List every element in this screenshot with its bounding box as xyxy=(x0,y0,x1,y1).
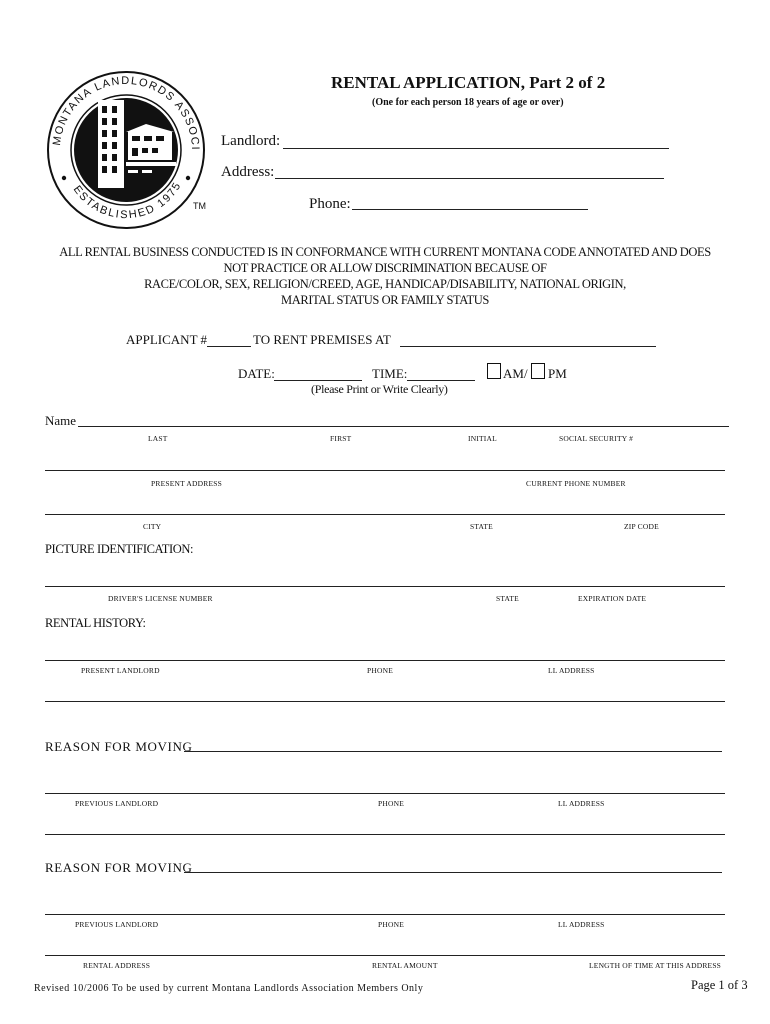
landlord-label: Landlord: xyxy=(221,133,281,149)
reason-moving-label-1: REASON FOR MOVING xyxy=(45,739,193,754)
previous-ll-address-caption-2: LL ADDRESS xyxy=(558,920,605,929)
trademark-mark: TM xyxy=(193,201,206,211)
applicant-number-line[interactable] xyxy=(207,346,251,347)
zip-caption: ZIP CODE xyxy=(624,522,659,531)
picture-id-heading: PICTURE IDENTIFICATION: xyxy=(45,542,194,556)
rent-premises-label: TO RENT PREMISES AT xyxy=(253,332,391,347)
address-label: Address: xyxy=(221,164,275,180)
logo-seal-icon xyxy=(46,70,206,230)
previous-landlord-extra-line-1[interactable] xyxy=(45,834,725,835)
license-input-line[interactable] xyxy=(45,586,725,587)
city-caption: CITY xyxy=(143,522,162,531)
page-title: RENTAL APPLICATION, Part 2 of 2 xyxy=(331,73,606,92)
notice-line-4: MARITAL STATUS OR FAMILY STATUS xyxy=(281,293,489,307)
previous-landlord-line-1[interactable] xyxy=(45,793,725,794)
last-name-caption: LAST xyxy=(148,434,168,443)
present-landlord-extra-line[interactable] xyxy=(45,701,725,702)
rental-amount-caption: RENTAL AMOUNT xyxy=(372,961,438,970)
am-checkbox[interactable] xyxy=(487,363,501,379)
page-subtitle: (One for each person 18 years of age or over) xyxy=(372,97,564,108)
present-ll-address-caption: LL ADDRESS xyxy=(548,666,595,675)
time-label: TIME: xyxy=(372,366,408,381)
current-phone-caption: CURRENT PHONE NUMBER xyxy=(526,479,626,488)
association-logo xyxy=(46,70,206,230)
initial-caption: INITIAL xyxy=(468,434,497,443)
expiration-caption: EXPIRATION DATE xyxy=(578,594,647,603)
notice-line-2: NOT PRACTICE OR ALLOW DISCRIMINATION BECAUSE OF xyxy=(223,261,547,275)
previous-phone-caption-1: PHONE xyxy=(378,799,405,808)
address-input-line[interactable] xyxy=(275,178,664,179)
license-caption: DRIVER'S LICENSE NUMBER xyxy=(108,594,213,603)
landlord-input-line[interactable] xyxy=(283,148,669,149)
rental-address-caption: RENTAL ADDRESS xyxy=(83,961,151,970)
name-input-line[interactable] xyxy=(78,426,729,427)
city-state-zip-line[interactable] xyxy=(45,514,725,515)
rental-address-line[interactable] xyxy=(45,955,725,956)
print-note: (Please Print or Write Clearly) xyxy=(311,382,448,396)
present-address-line[interactable] xyxy=(45,470,725,471)
logo-top-text: MONTANA LANDLORDS ASSOCI xyxy=(51,74,202,152)
time-input-line[interactable] xyxy=(407,380,475,381)
present-landlord-caption: PRESENT LANDLORD xyxy=(81,666,160,675)
name-label: Name xyxy=(45,413,77,428)
date-label: DATE: xyxy=(238,366,275,381)
date-input-line[interactable] xyxy=(274,380,362,381)
notice-line-1: ALL RENTAL BUSINESS CONDUCTED IS IN CONFORMANCE WITH CURRENT MONTANA CODE ANNOTATED AND DOES xyxy=(59,245,711,259)
ssn-caption: SOCIAL SECURITY # xyxy=(559,434,634,443)
phone-input-line[interactable] xyxy=(352,209,588,210)
pm-checkbox[interactable] xyxy=(531,363,545,379)
rental-history-heading: RENTAL HISTORY: xyxy=(45,616,146,630)
present-address-caption: PRESENT ADDRESS xyxy=(151,479,223,488)
page-number: Page 1 of 3 xyxy=(691,978,748,992)
premises-input-line[interactable] xyxy=(400,346,656,347)
license-state-caption: STATE xyxy=(496,594,519,603)
previous-landlord-caption-1: PREVIOUS LANDLORD xyxy=(75,799,159,808)
logo-bottom-text: ESTABLISHED 1975 xyxy=(70,179,185,222)
applicant-label: APPLICANT # xyxy=(126,332,208,347)
am-label: AM/ xyxy=(503,366,528,381)
state-caption: STATE xyxy=(470,522,493,531)
previous-phone-caption-2: PHONE xyxy=(378,920,405,929)
reason-moving-input-2[interactable] xyxy=(184,872,722,873)
previous-landlord-line-2[interactable] xyxy=(45,914,725,915)
present-landlord-phone-caption: PHONE xyxy=(367,666,394,675)
notice-line-3: RACE/COLOR, SEX, RELIGION/CREED, AGE, HANDICAP/DISABILITY, NATIONAL ORIGIN, xyxy=(144,277,626,291)
length-of-time-caption: LENGTH OF TIME AT THIS ADDRESS xyxy=(589,961,722,970)
reason-moving-input-1[interactable] xyxy=(184,751,722,752)
present-landlord-line[interactable] xyxy=(45,660,725,661)
pm-label: PM xyxy=(548,366,567,381)
previous-landlord-caption-2: PREVIOUS LANDLORD xyxy=(75,920,159,929)
first-name-caption: FIRST xyxy=(330,434,352,443)
reason-moving-label-2: REASON FOR MOVING xyxy=(45,860,193,875)
revision-note: Revised 10/2006 To be used by current Montana Landlords Association Members Only xyxy=(34,983,424,994)
phone-label: Phone: xyxy=(309,196,351,212)
previous-ll-address-caption-1: LL ADDRESS xyxy=(558,799,605,808)
